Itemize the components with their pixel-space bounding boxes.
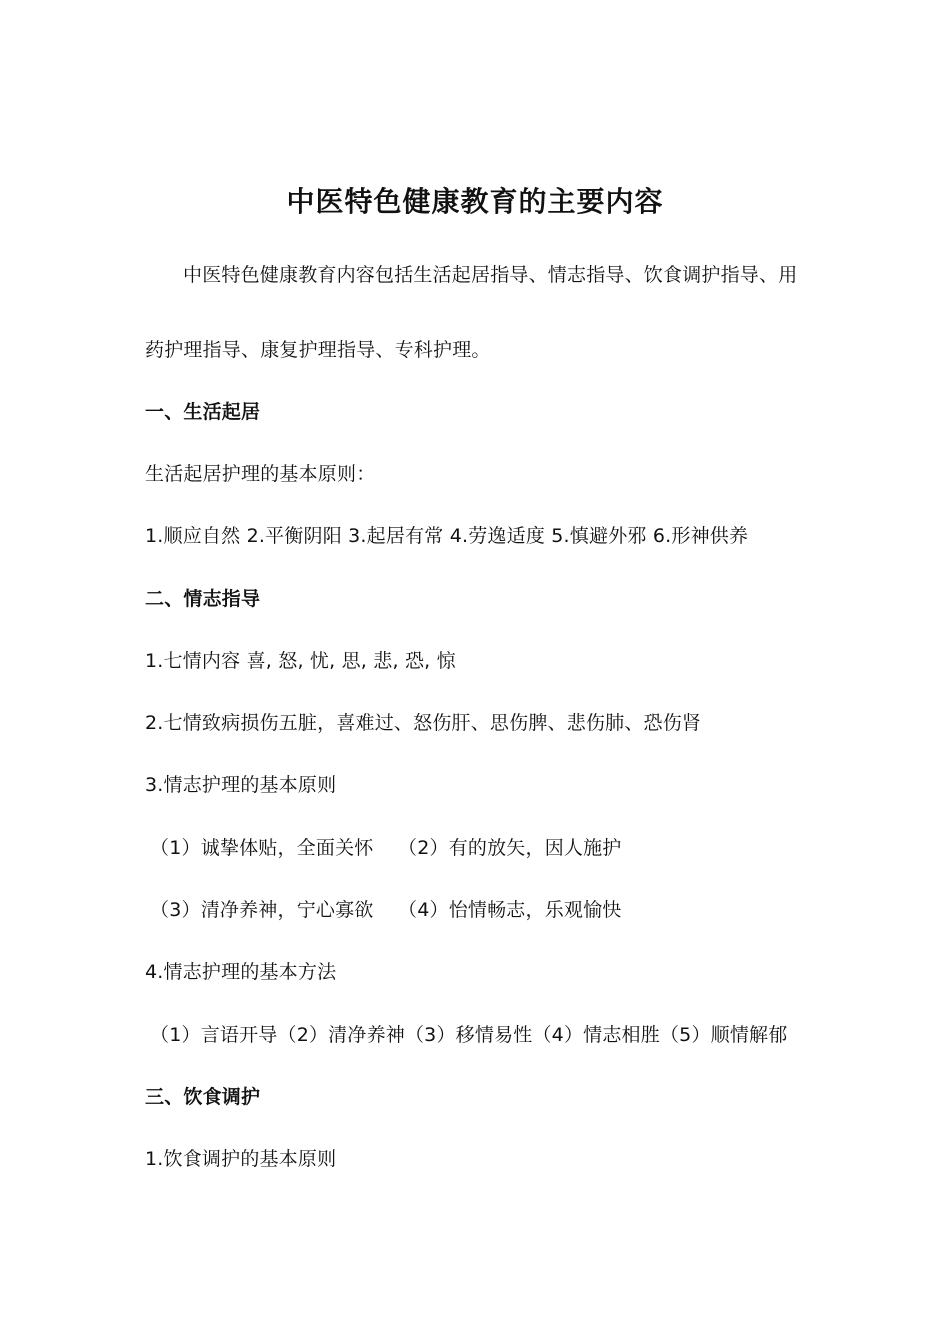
emotion-item-4: 4.情志护理的基本方法 [145,961,337,983]
section-heading-emotion: 二、情志指导 [145,588,261,610]
diet-item-1: 1.饮食调护的基本原则 [145,1148,337,1170]
emotion-principle-2: （2）有的放矢，因人施护 [398,837,622,859]
section-heading-living: 一、生活起居 [145,401,261,423]
emotion-item-1: 1.七情内容 喜, 怒, 忧, 思, 悲, 恐, 惊 [145,650,456,672]
intro-line-2: 药护理指导、康复护理指导、专科护理。 [145,339,491,361]
emotion-principle-3: （3）清净养神，宁心寡欲 [150,899,374,921]
living-principles-list: 1.顺应自然 2.平衡阴阳 3.起居有常 4.劳逸适度 5.慎避外邪 6.形神供养 [145,525,749,547]
emotion-item-2: 2.七情致病损伤五脏，喜难过、怒伤肝、思伤脾、悲伤肺、恐伤肾 [145,712,702,734]
intro-line-1: 中医特色健康教育内容包括生活起居指导、情志指导、饮食调护指导、用 [183,264,798,286]
emotion-principle-4: （4）怡情畅志，乐观愉快 [398,899,622,921]
document-title: 中医特色健康教育的主要内容 [286,185,664,218]
emotion-principle-1: （1）诚挚体贴，全面关怀 [150,837,374,859]
living-principle-label: 生活起居护理的基本原则： [145,463,376,485]
emotion-methods-list: （1）言语开导（2）清净养神（3）移情易性（4）情志相胜（5）顺情解郁 [150,1024,788,1046]
section-heading-diet: 三、饮食调护 [145,1086,261,1108]
emotion-item-3: 3.情志护理的基本原则 [145,774,337,796]
